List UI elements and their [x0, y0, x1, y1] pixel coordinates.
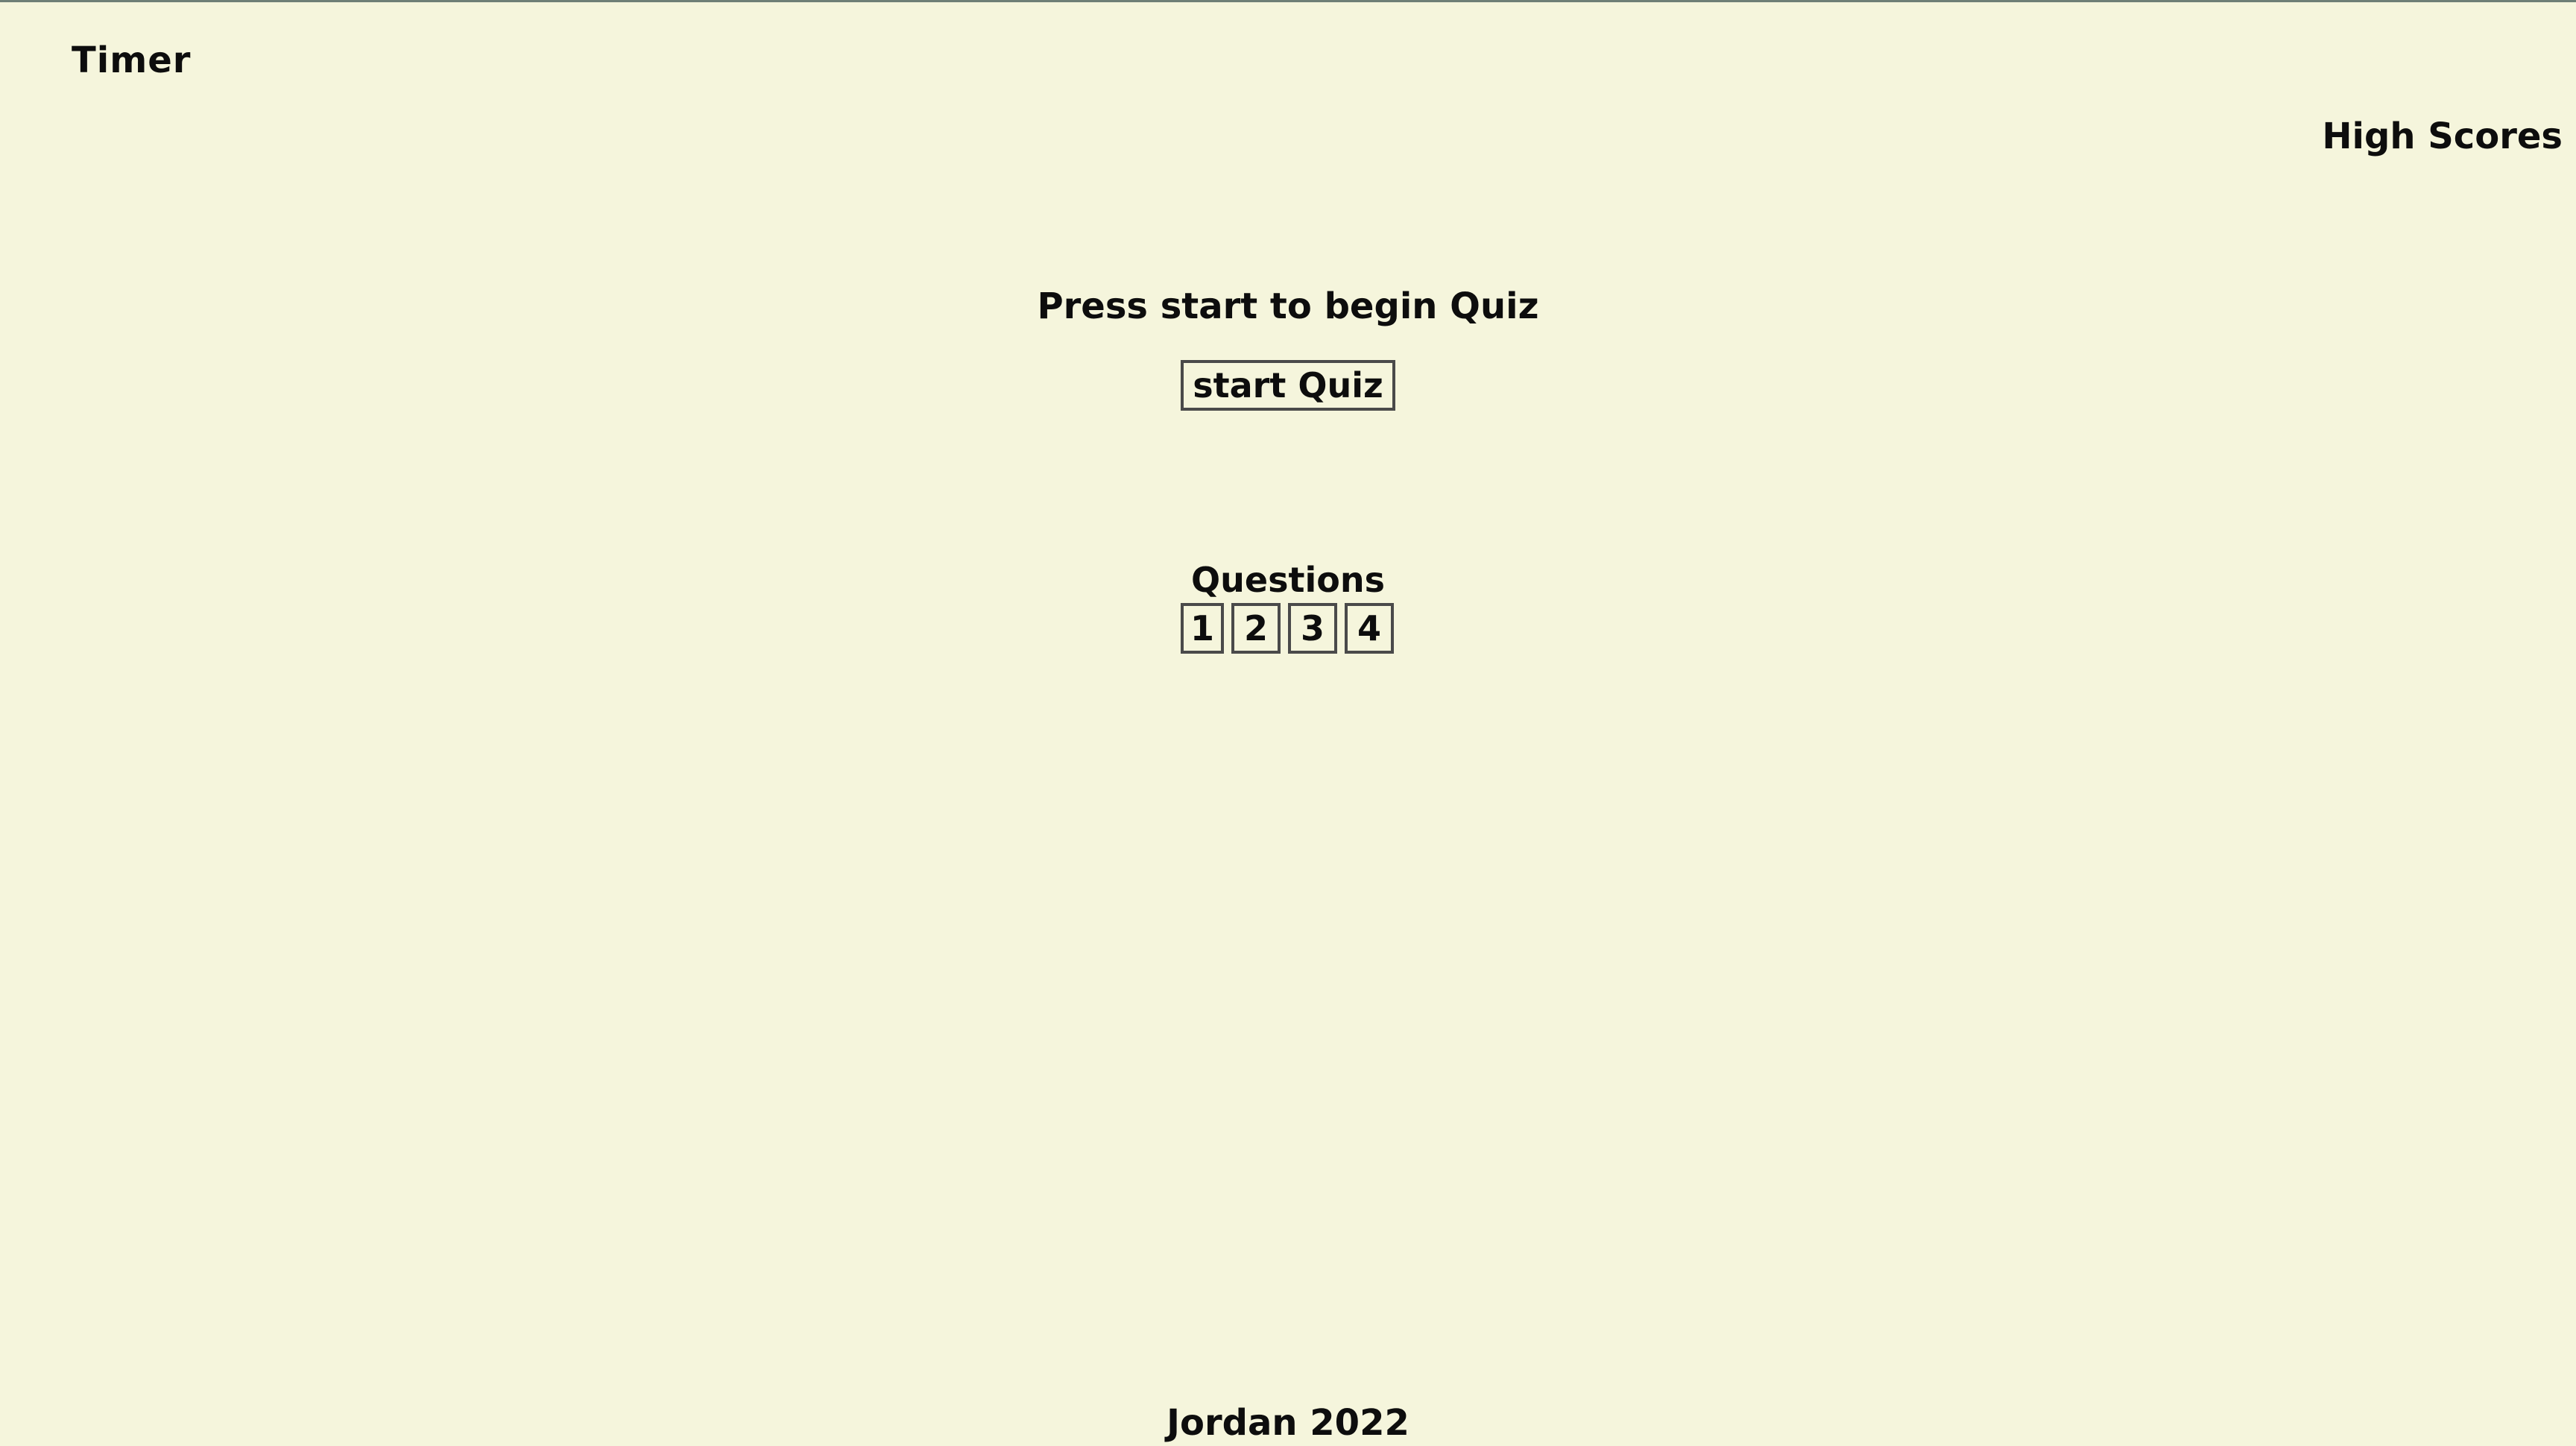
- question-1-button[interactable]: 1: [1181, 603, 1224, 654]
- start-quiz-button[interactable]: start Quiz: [1181, 360, 1395, 411]
- question-number-list: [1181, 603, 1394, 654]
- question-4-button[interactable]: 4: [1345, 603, 1394, 654]
- question-2-button[interactable]: 2: [1231, 603, 1281, 654]
- timer-label: Timer: [72, 40, 192, 81]
- question-3-button[interactable]: 3: [1288, 603, 1337, 654]
- start-prompt: Press start to begin Quiz: [1037, 285, 1539, 327]
- questions-title: Questions: [1191, 560, 1385, 600]
- high-scores-link[interactable]: High Scores: [2322, 116, 2563, 157]
- footer-credit: Jordan 2022: [1167, 1402, 1409, 1444]
